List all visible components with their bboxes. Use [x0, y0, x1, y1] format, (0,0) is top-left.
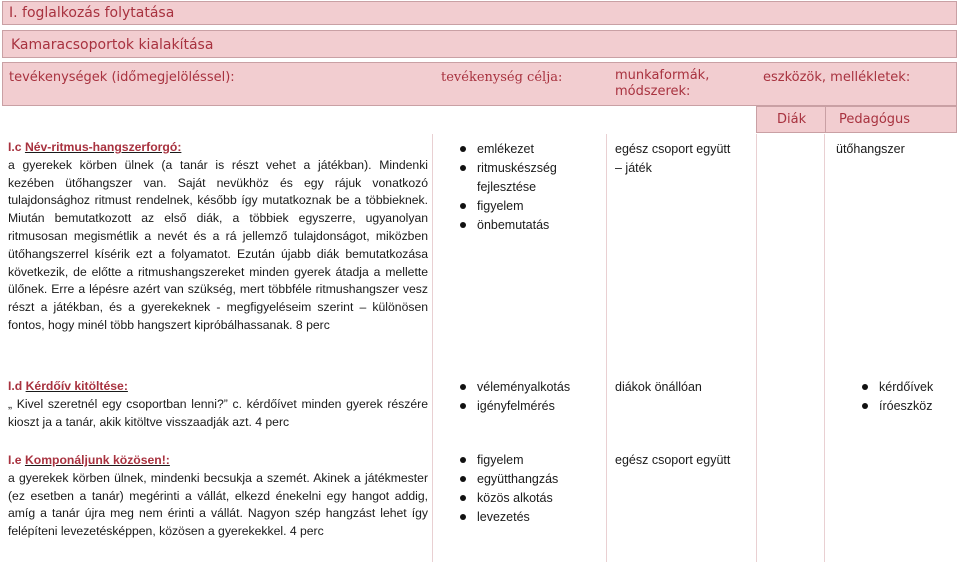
goal-item: levezetés: [460, 508, 558, 527]
col-header-methods-line2: módszerek:: [615, 84, 691, 99]
table-header: [2, 62, 957, 106]
goal-item: igényfelmérés: [460, 397, 570, 416]
activity-number: I.c: [8, 140, 22, 154]
subheader-divider: [825, 107, 826, 132]
column-divider: [606, 134, 607, 562]
goal-item: együtthangzás: [460, 470, 558, 489]
subsection-title: Kamaracsoportok kialakítása: [2, 30, 957, 58]
activity-block-ic: [8, 139, 428, 335]
method-ic-line1: egész csoport együtt: [615, 142, 731, 156]
column-divider: [432, 134, 433, 562]
goal-item: fejlesztése: [477, 180, 537, 194]
activity-heading: Név-ritmus-hangszerforgó:: [24, 140, 182, 154]
subheader-teacher: Pedagógus: [839, 112, 911, 127]
goal-list-id: [460, 378, 570, 416]
col-header-goal: tevékenység célja:: [441, 70, 563, 85]
activity-heading: Komponáljunk közösen!:: [24, 453, 170, 467]
activity-block-ie: [8, 452, 428, 541]
tool-item: íróeszköz: [862, 397, 933, 416]
subheader-student: Diák: [777, 112, 807, 127]
column-divider: [824, 134, 825, 562]
activity-description: a gyerekek körben ülnek (a tanár is részt vehet a játékban). Mindenki kezében ütőhangszer van. Saját nevükhöz és egy rájuk vonatkozó tulajdonsághoz ritmust rendelnek, később így mutatkoznak be a többieknek. Miután bemutatkozott az első diák, a többiek egyszerre, ugyanolyan ritmusosan megismétlik a nevét és a rá jellemző tulajdonságot, miközben ütőhangszerrel kísérik ezt a folyamatot. Ezután újabb diák bemutatkozása következik, de előtte a ritmushangszereket minden gyerek átadja a mellette ülőnek. Erre a lépésre azért van szükség, mert többféle ritmushangszer vesz részt a játékban, és a gyerekeknek - megfigyeléseim szerint – különösen fontos, hogy minél több hangszert kipróbálhassanak. 8 perc: [8, 157, 428, 332]
activity-heading: Kérdőív kitöltése:: [25, 379, 128, 393]
tool-teacher-ic: ütőhangszer: [836, 142, 905, 156]
tool-list-id: [862, 378, 933, 416]
activity-number: I.e: [8, 453, 22, 467]
activity-block-id: [8, 378, 428, 431]
goal-item: ritmuskészség: [460, 159, 557, 178]
column-divider: [756, 134, 757, 562]
col-header-activities: tevékenységek (időmegjelöléssel):: [9, 70, 235, 85]
col-header-tools: eszközök, mellékletek:: [763, 70, 911, 85]
method-id: diákok önállóan: [615, 380, 702, 394]
goal-item: emlékezet: [460, 140, 557, 159]
activity-description: „ Kivel szeretnél egy csoportban lenni?” c. kérdőívet minden gyerek részére kioszt ja a tanár, akik kitöltve visszaadják azt. 4 perc: [8, 396, 428, 429]
method-ic-line2: – játék: [615, 161, 652, 175]
goal-list-ie: [460, 451, 558, 527]
tools-subheader: [756, 106, 957, 133]
goal-item: figyelem: [460, 451, 558, 470]
goal-item: közös alkotás: [460, 489, 558, 508]
goal-list-ic: [460, 140, 557, 235]
goal-item: figyelem: [460, 197, 557, 216]
tool-item: kérdőívek: [862, 378, 933, 397]
goal-item: véleményalkotás: [460, 378, 570, 397]
col-header-methods-line1: munkaformák,: [615, 68, 710, 83]
method-ie: egész csoport együtt: [615, 453, 731, 467]
activity-description: a gyerekek körben ülnek, mindenki becsukja a szemét. Akinek a játékmester (ez esetben a tanár) megérinti a vállát, elkezd énekelni egy hangot addig, amíg a tanár újra meg nem érinti a vállát. Nagyon szép hangzást lehet így felépíteni levezetésképpen, közösen a gyerekekkel. 4 perc: [8, 470, 428, 539]
goal-item: önbemutatás: [460, 216, 557, 235]
section-title: I. foglalkozás folytatása: [2, 1, 957, 25]
activity-number: I.d: [8, 379, 23, 393]
